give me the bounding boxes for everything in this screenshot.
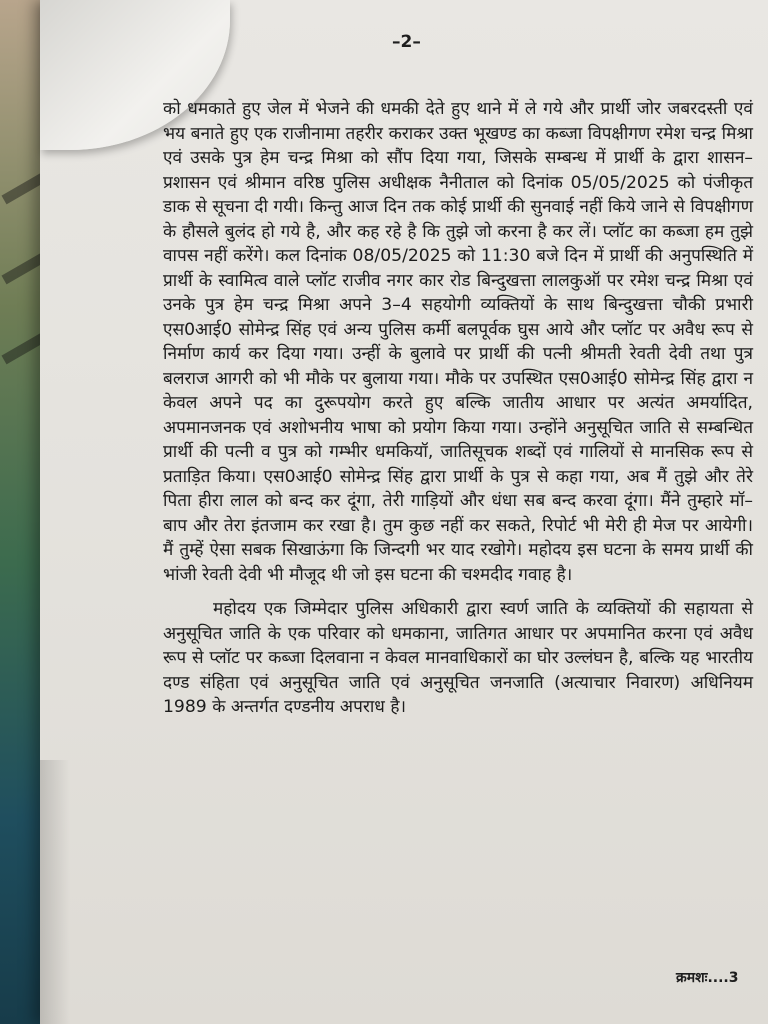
page-fold-shadow	[40, 760, 70, 1024]
continuation-marker: क्रमशः....3	[676, 970, 739, 986]
document-body	[163, 97, 753, 720]
page-number: –2–	[392, 32, 421, 52]
paragraph-1: को धमकाते हुए जेल में भेजने की धमकी देते हुए थाने में ले गये और प्रार्थी जोर जबरदस्ती एवं भय बनाते हुए एक राजीनामा तहरीर कराकर उक्त भूखण्ड का कब्जा विपक्षीगण रमेश चन्द्र मिश्रा एवं उसके पुत्र हेम चन्द्र मिश्रा को सौंप दिया गया, जिसके सम्बन्ध में प्रार्थी के द्वारा शासन–प्रशासन एवं श्रीमान वरिष्ठ पुलिस अधीक्षक नैनीताल को दिनांक 05/05/2025 को पंजीकृत डाक से सूचना दी गयी। किन्तु आज दिन तक कोई प्रार्थी की सुनवाई नहीं किये जाने से विपक्षीगण के हौसले बुलंद हो गये है, और कह रहे है कि तुझे जो करना है कर लें। प्लॉट का कब्जा हम तुझे वापस नहीं करेंगे। कल दिनांक 08/05/2025 को 11:30 बजे दिन में प्रार्थी की अनुपस्थिति में प्रार्थी के स्वामित्व वाले प्लॉट राजीव नगर कार रोड बिन्दुखत्ता लालकुऑ पर रमेश चन्द्र मिश्रा एवं उनके पुत्र हेम चन्द्र मिश्रा अपने 3–4 सहयोगी व्यक्तियों के साथ बिन्दुखत्ता चौकी प्रभारी एस0आई0 सोमेन्द्र सिंह एवं अन्य पुलिस कर्मी बलपूर्वक घुस आये और प्लॉट पर अवैध रूप से निर्माण कार्य कर दिया गया। उन्हीं के बुलावे पर प्रार्थी की पत्नी श्रीमती रेवती देवी तथा पुत्र बलराज आगरी को भी मौके पर बुलाया गया। मौके पर उपस्थित एस0आई0 सोमेन्द्र सिंह द्वारा न केवल अपने पद का दुरूपयोग करते हुए बल्कि जातीय आधार पर अत्यंत अमर्यादित, अपमानजनक एवं अशोभनीय भाषा को प्रयोग किया गया। उन्होंने अनुसूचित जाति से सम्बन्धित प्रार्थी की पत्नी व पुत्र को गम्भीर धमकियॉ, जातिसूचक शब्दों एवं गालियों से मानसिक रूप से प्रताड़ित किया। एस0आई0 सोमेन्द्र सिंह द्वारा प्रार्थी के पुत्र से कहा गया, अब मैं तुझे और तेरे पिता हीरा लाल को बन्द कर दूंगा, तेरी गाड़ियों और धंधा सब बन्द करवा दूंगा। मैंने तुम्हारे मॉ–बाप और तेरा इंतजाम कर रखा है। तुम कुछ नहीं कर सकते, रिपोर्ट भी मेरी ही मेज पर आयेगी। मैं तुम्हें ऐसा सबक सिखाऊंगा कि जिन्दगी भर याद रखोगे। महोदय इस घटना के समय प्रार्थी की भांजी रेवती देवी भी मौजूद थी जो इस घटना की चश्मदीद गवाह है।	[163, 99, 753, 585]
paragraph-2: महोदय एक जिम्मेदार पुलिस अधिकारी द्वारा स्वर्ण जाति के व्यक्तियों की सहायता से अनुसूचित जाति के एक परिवार को धमकाना, जातिगत आधार पर अपमानित करना एवं अवैध रूप से प्लॉट पर कब्जा दिलवाना न केवल मानवाधिकारों का घोर उल्लंघन है, बल्कि यह भारतीय दण्ड संहिता एवं अनुसूचित जाति एवं अनुसूचित जनजाति (अत्याचार निवारण) अधिनियम 1989 के अन्तर्गत दण्डनीय अपराध है।	[163, 599, 753, 717]
